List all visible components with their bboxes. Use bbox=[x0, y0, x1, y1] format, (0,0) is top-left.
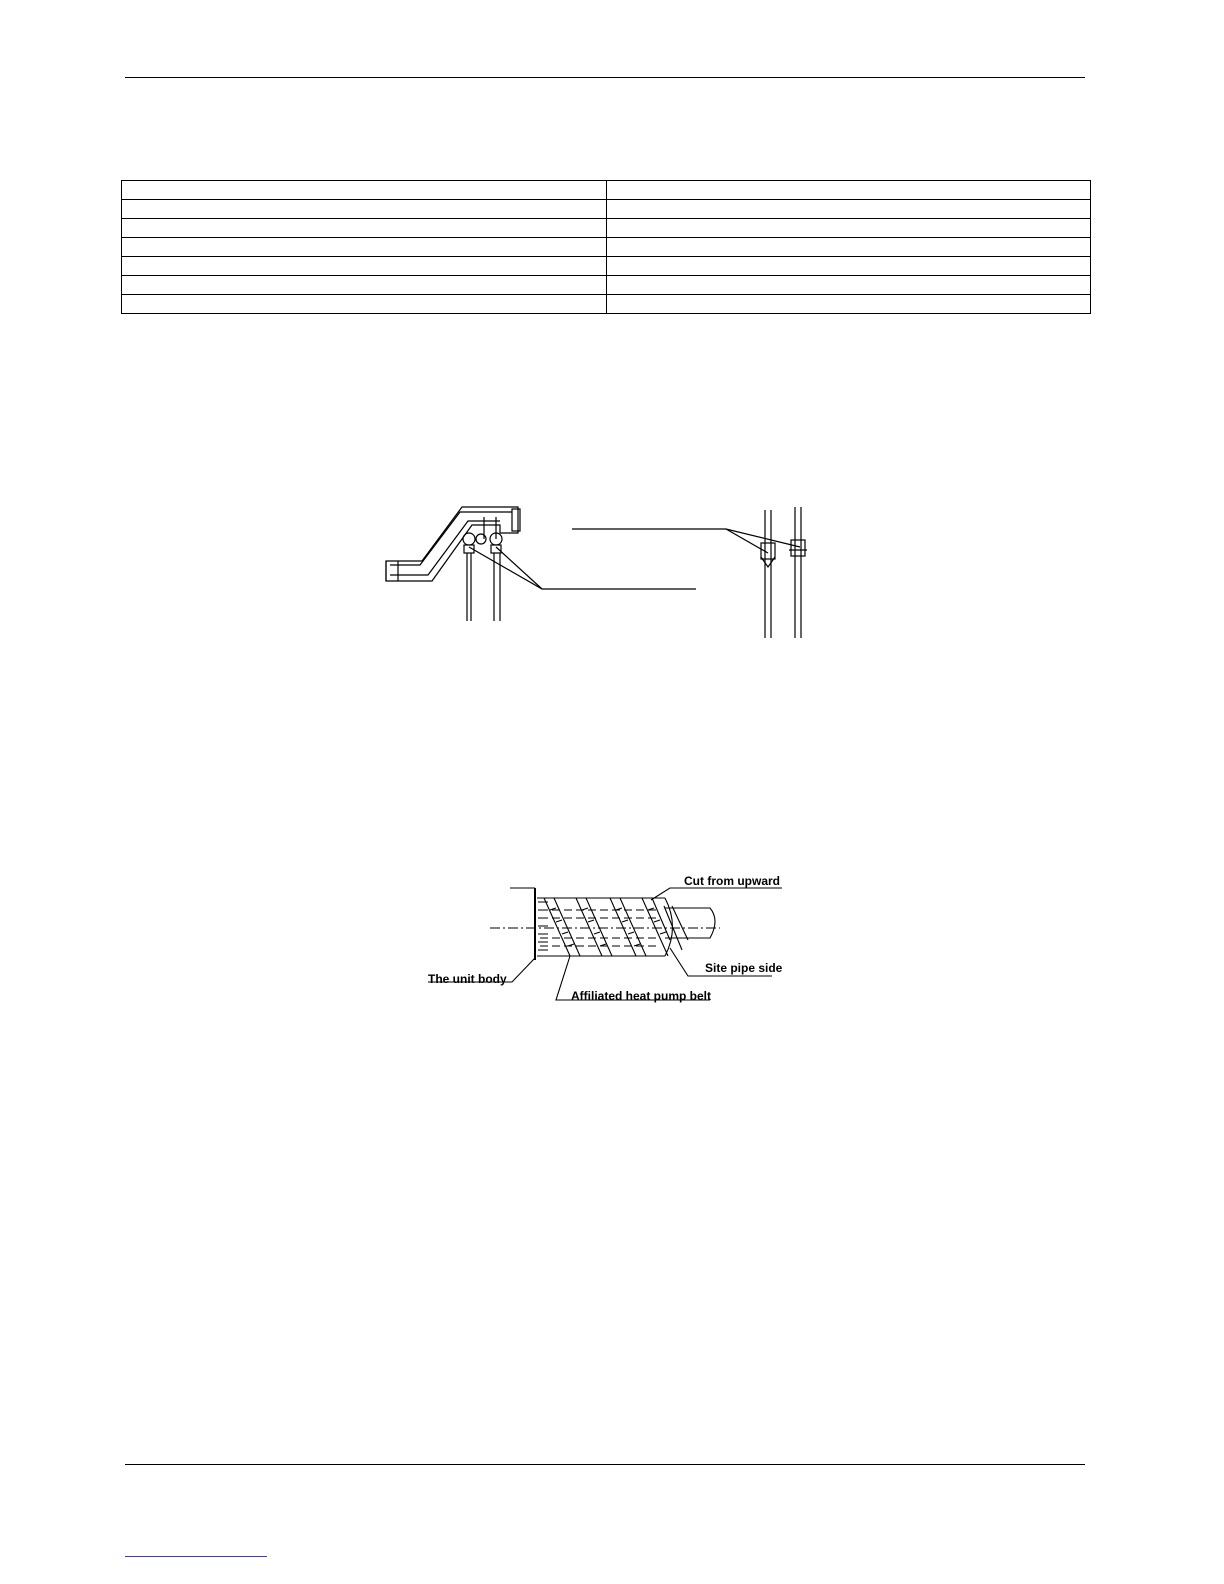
table-row bbox=[122, 295, 1091, 314]
table-cell bbox=[606, 295, 1091, 314]
label-heat-pump-belt: Affiliated heat pump belt bbox=[571, 989, 712, 1003]
table-cell bbox=[606, 200, 1091, 219]
label-unit-body: The unit body bbox=[428, 972, 507, 986]
spec-table bbox=[121, 180, 1091, 314]
table-cell bbox=[122, 219, 607, 238]
table-cell bbox=[122, 200, 607, 219]
table-cell bbox=[122, 238, 607, 257]
label-site-pipe-side: Site pipe side bbox=[705, 961, 783, 975]
table-cell bbox=[122, 181, 607, 200]
table-cell bbox=[606, 276, 1091, 295]
table-cell bbox=[122, 257, 607, 276]
label-cut-from-upward: Cut from upward bbox=[684, 874, 780, 888]
table-cell bbox=[606, 257, 1091, 276]
table-row bbox=[122, 219, 1091, 238]
table-cell bbox=[122, 295, 607, 314]
table-row bbox=[122, 276, 1091, 295]
footer-rule bbox=[125, 1464, 1085, 1465]
table-cell bbox=[606, 219, 1091, 238]
table-cell bbox=[122, 276, 607, 295]
table-row bbox=[122, 257, 1091, 276]
table-row bbox=[122, 200, 1091, 219]
header-rule bbox=[125, 77, 1085, 78]
table-row bbox=[122, 181, 1091, 200]
pipe-valve-figure bbox=[380, 495, 820, 645]
footer-link[interactable] bbox=[125, 1556, 267, 1557]
table-row bbox=[122, 238, 1091, 257]
heat-belt-figure bbox=[420, 860, 800, 1020]
table-cell bbox=[606, 181, 1091, 200]
table-cell bbox=[606, 238, 1091, 257]
